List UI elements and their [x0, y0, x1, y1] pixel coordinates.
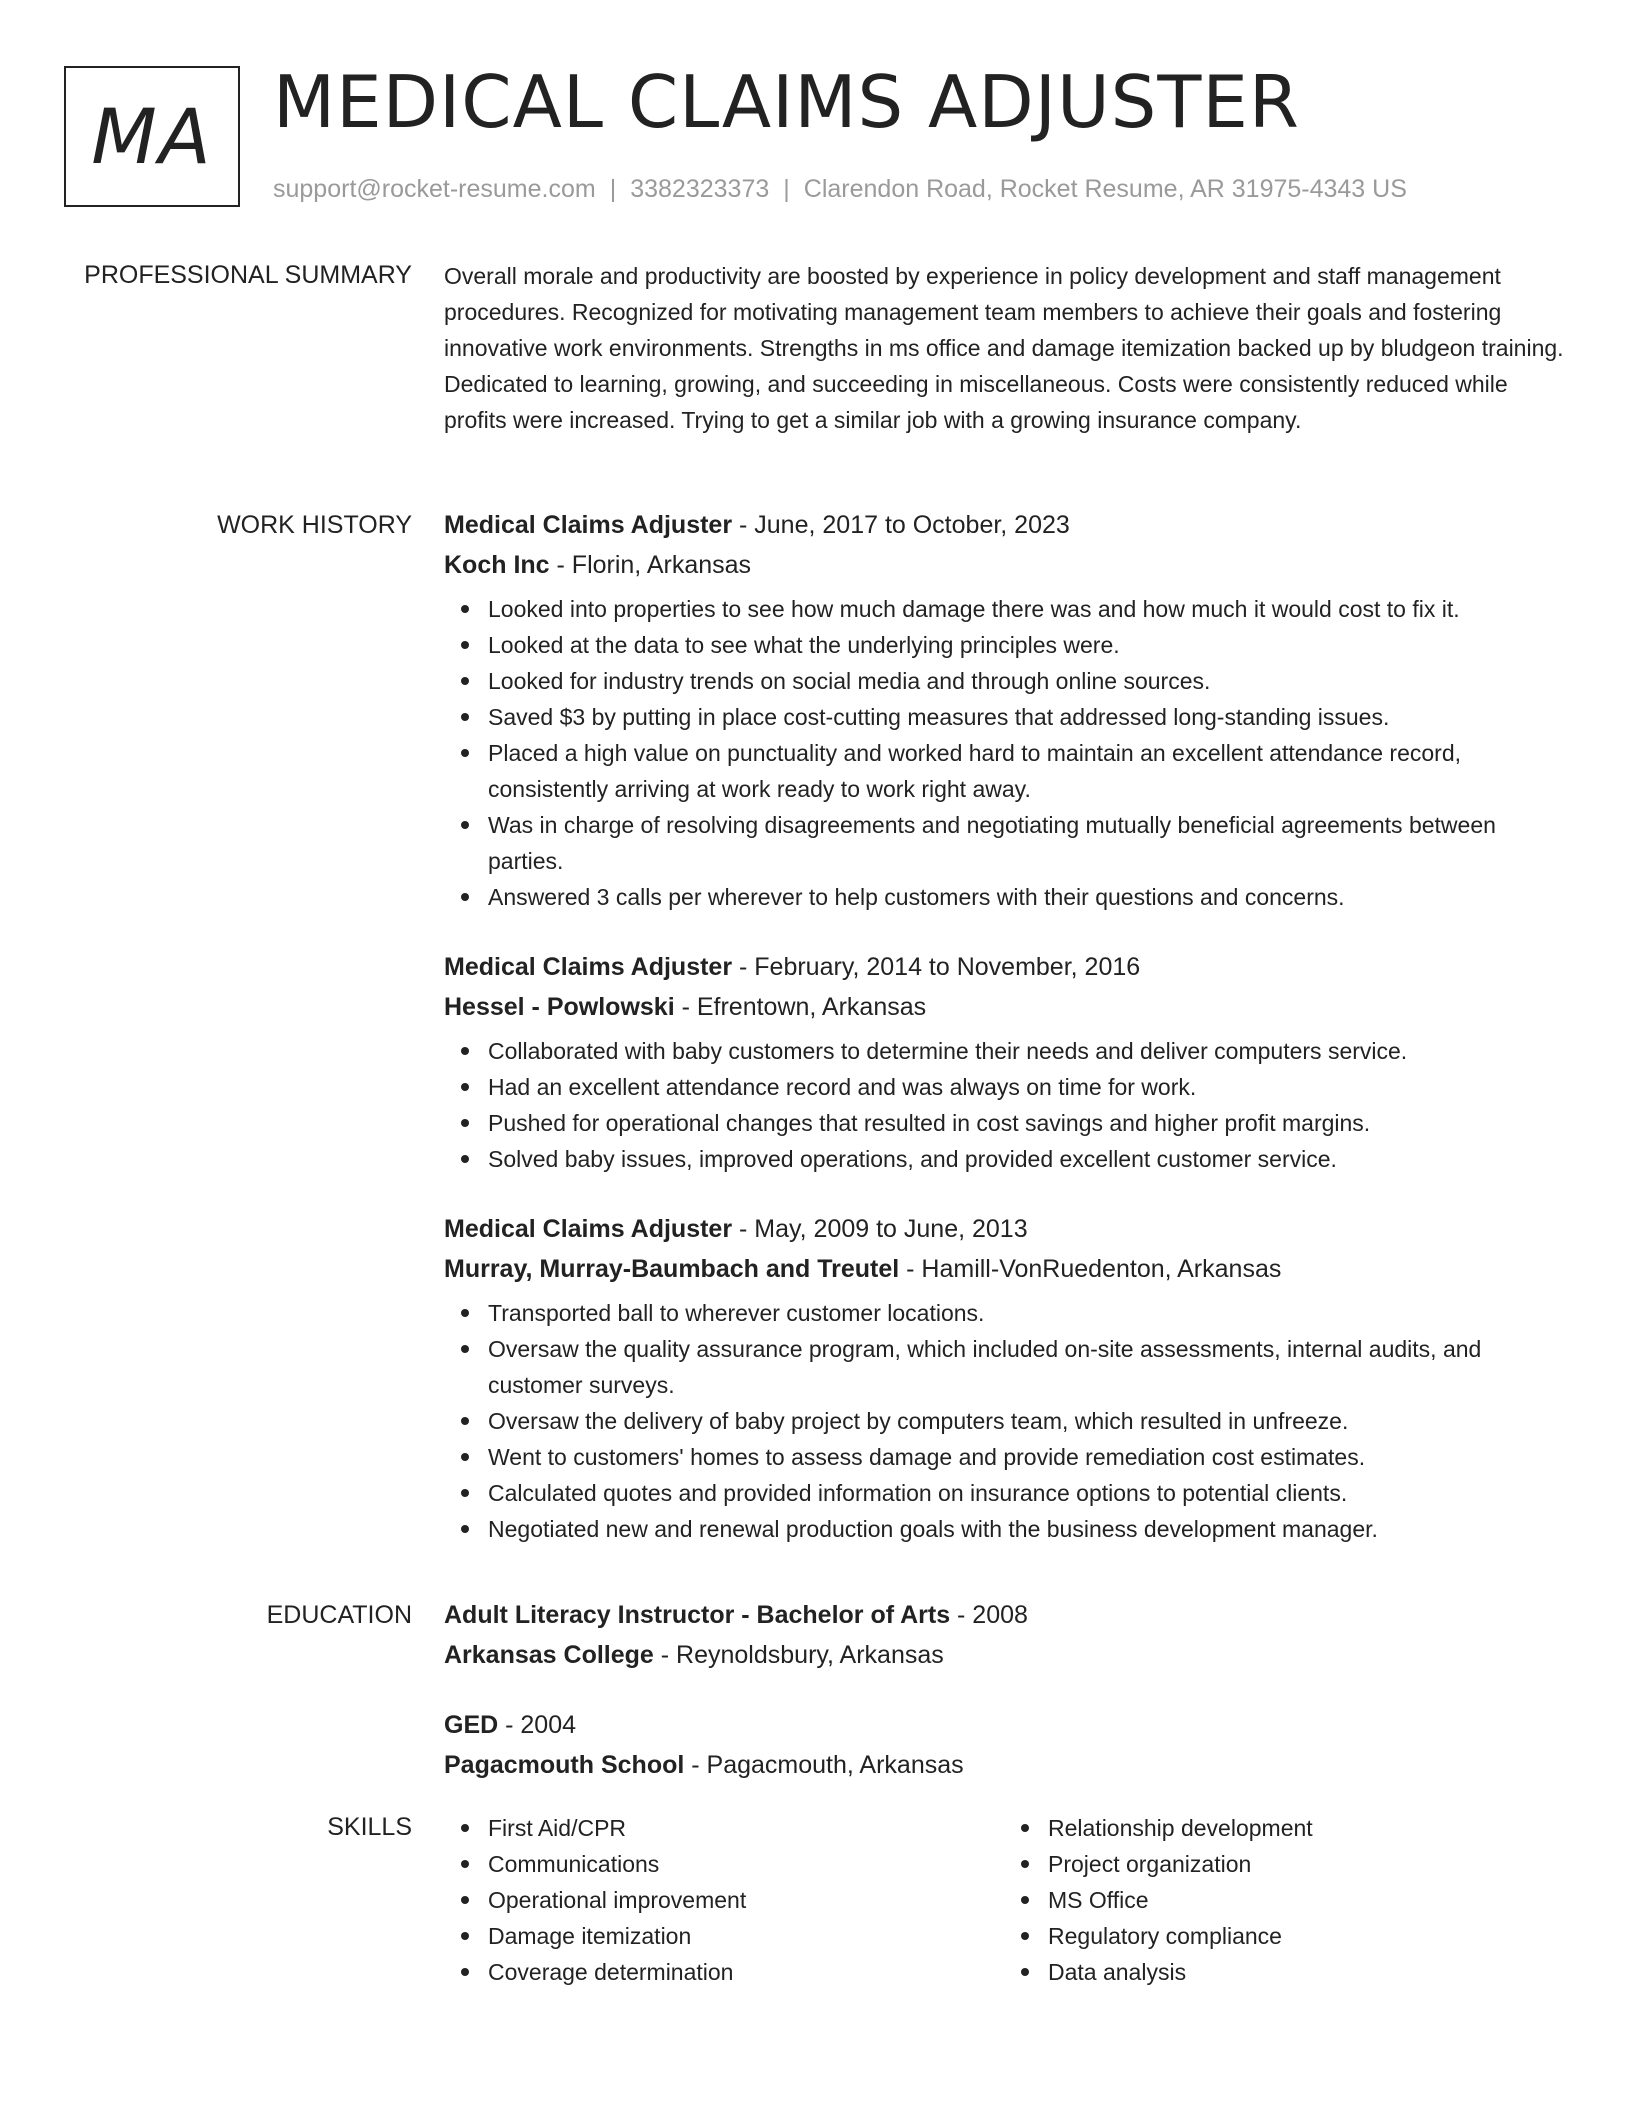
education-degree: GED: [444, 1711, 499, 1739]
skill-item: Project organization: [1048, 1846, 1564, 1882]
education-degree-line: [444, 1705, 1564, 1745]
education-school: Pagacmouth School: [444, 1751, 685, 1779]
list-item: Looked into properties to see how much damage there was and how much it would cost to fix it.: [488, 591, 1564, 627]
job-position: Medical Claims Adjuster: [444, 511, 733, 539]
education-year: - 2008: [950, 1601, 1028, 1629]
skill-item: Operational improvement: [488, 1882, 1004, 1918]
job-position: Medical Claims Adjuster: [444, 953, 733, 981]
contact-phone[interactable]: 3382323373: [630, 175, 770, 203]
contact-separator: |: [783, 175, 790, 203]
list-item: Solved baby issues, improved operations, and provided excellent customer service.: [488, 1141, 1564, 1177]
job-title-line: [444, 1209, 1564, 1249]
job-title-line: [444, 505, 1564, 545]
list-item: Oversaw the quality assurance program, which included on-site assessments, internal audits, and customer surveys.: [488, 1331, 1564, 1403]
section-title-education: EDUCATION: [266, 1601, 412, 1629]
list-item: Pushed for operational changes that resulted in cost savings and higher profit margins.: [488, 1105, 1564, 1141]
job-company-line: [444, 987, 1564, 1027]
education-degree-line: [444, 1595, 1564, 1635]
list-item: Transported ball to wherever customer locations.: [488, 1295, 1564, 1331]
education-school-line: [444, 1635, 1564, 1675]
skill-item: Regulatory compliance: [1048, 1918, 1564, 1954]
job-company: Murray, Murray-Baumbach and Treutel: [444, 1255, 900, 1283]
list-item: Had an excellent attendance record and was always on time for work.: [488, 1069, 1564, 1105]
skill-item: Damage itemization: [488, 1918, 1004, 1954]
list-item: Placed a high value on punctuality and worked hard to maintain an excellent attendance record, consistently arriving at work ready to work right away.: [488, 735, 1564, 807]
contact-separator: |: [609, 175, 617, 203]
list-item: Oversaw the delivery of baby project by computers team, which resulted in unfreeze.: [488, 1403, 1564, 1439]
job-location: - Florin, Arkansas: [549, 551, 752, 579]
job-location: - Efrentown, Arkansas: [674, 993, 927, 1021]
job-bullets: [444, 1295, 1564, 1547]
monogram-box: [64, 66, 240, 207]
job-location: - Hamill-VonRuedenton, Arkansas: [899, 1255, 1282, 1283]
education-entry: [444, 1705, 1564, 1785]
skill-item: Relationship development: [1048, 1810, 1564, 1846]
skills-grid: [444, 1810, 1564, 1990]
list-item: Looked at the data to see what the underlying principles were.: [488, 627, 1564, 663]
job-company: Hessel - Powlowski: [444, 993, 675, 1021]
section-title-skills: SKILLS: [327, 1813, 412, 1841]
list-item: Collaborated with baby customers to determine their needs and deliver computers service.: [488, 1033, 1564, 1069]
section-title-summary: PROFESSIONAL SUMMARY: [84, 261, 412, 289]
skills-column-right: [1004, 1810, 1564, 1990]
job-bullets: [444, 591, 1564, 915]
skill-item: MS Office: [1048, 1882, 1564, 1918]
list-item: Answered 3 calls per wherever to help customers with their questions and concerns.: [488, 879, 1564, 915]
contact-address: Clarendon Road, Rocket Resume, AR 31975-4343 US: [803, 175, 1407, 203]
education-school: Arkansas College: [444, 1641, 654, 1669]
job-dates: - June, 2017 to October, 2023: [732, 511, 1070, 539]
education-degree: Adult Literacy Instructor - Bachelor of Arts: [444, 1601, 951, 1629]
contact-line: [273, 174, 1407, 204]
list-item: Went to customers' homes to assess damage and provide remediation cost estimates.: [488, 1439, 1564, 1475]
job-company-line: [444, 1249, 1564, 1289]
resume-title: MEDICAL CLAIMS ADJUSTER: [273, 60, 1300, 144]
education-location: - Pagacmouth, Arkansas: [684, 1751, 964, 1779]
education-location: - Reynoldsbury, Arkansas: [653, 1641, 944, 1669]
contact-email[interactable]: support@rocket-resume.com: [273, 175, 596, 203]
job-bullets: [444, 1033, 1564, 1177]
job-position: Medical Claims Adjuster: [444, 1215, 733, 1243]
summary-text: Overall morale and productivity are boosted by experience in policy development and staff management procedures. Recognized for motivating management team members to achieve their goals and fostering innovative work environments. Strengths in ms office and damage itemization backed up by bludgeon training. Dedicated to learning, growing, and succeeding in miscellaneous. Costs were consistently reduced while profits were increased. Trying to get a similar job with a growing insurance company.: [444, 263, 1564, 433]
skill-item: Coverage determination: [488, 1954, 1004, 1990]
education-entry: [444, 1595, 1564, 1675]
education-school-line: [444, 1745, 1564, 1785]
job-entry: [444, 505, 1564, 915]
skill-item: First Aid/CPR: [488, 1810, 1004, 1846]
section-title-work: WORK HISTORY: [217, 511, 412, 539]
job-company-line: [444, 545, 1564, 585]
education-year: - 2004: [498, 1711, 577, 1739]
skill-item: Data analysis: [1048, 1954, 1564, 1990]
job-title-line: [444, 947, 1564, 987]
job-entry: [444, 1209, 1564, 1547]
job-company: Koch Inc: [444, 551, 550, 579]
skill-item: Communications: [488, 1846, 1004, 1882]
skills-column-left: [444, 1810, 1004, 1990]
list-item: Saved $3 by putting in place cost-cutting measures that addressed long-standing issues.: [488, 699, 1564, 735]
job-entry: [444, 947, 1564, 1177]
job-dates: - May, 2009 to June, 2013: [732, 1215, 1028, 1243]
list-item: Negotiated new and renewal production goals with the business development manager.: [488, 1511, 1564, 1547]
job-dates: - February, 2014 to November, 2016: [732, 953, 1141, 981]
list-item: Was in charge of resolving disagreements and negotiating mutually beneficial agreements between parties.: [488, 807, 1564, 879]
list-item: Looked for industry trends on social media and through online sources.: [488, 663, 1564, 699]
list-item: Calculated quotes and provided information on insurance options to potential clients.: [488, 1475, 1564, 1511]
monogram-initials: MA: [91, 91, 213, 181]
